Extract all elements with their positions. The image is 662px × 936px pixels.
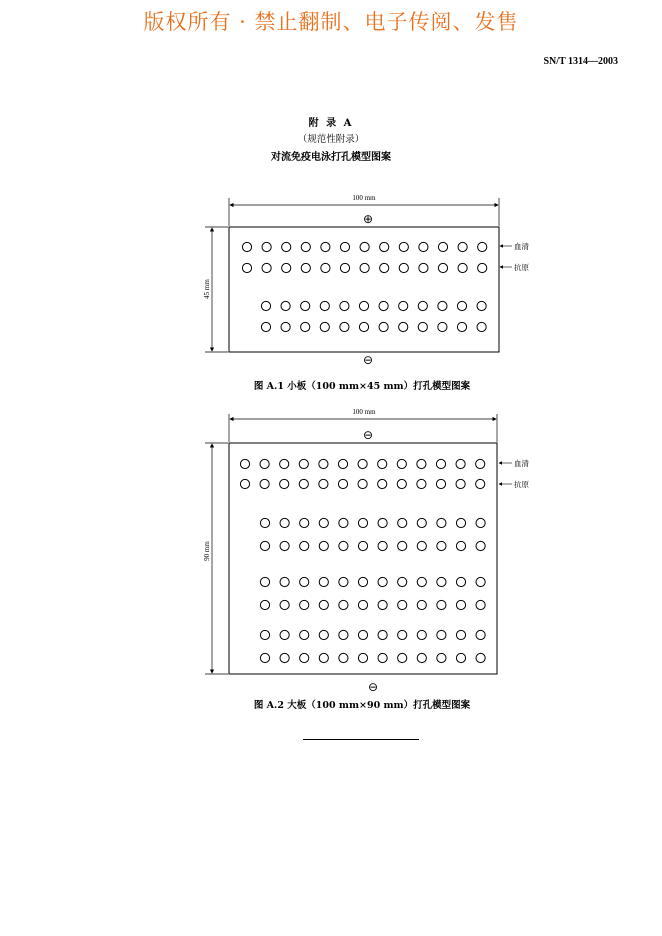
punch-hole — [476, 541, 485, 550]
serum-row-label: 血清 — [514, 242, 529, 251]
punch-hole — [240, 459, 249, 468]
punch-hole — [417, 541, 426, 550]
punch-hole — [456, 600, 465, 609]
document-number: SN/T 1314—2003 — [543, 56, 618, 67]
width-dimension-label: 100 mm — [352, 194, 376, 202]
punch-hole — [300, 518, 309, 527]
punch-hole — [260, 518, 269, 527]
punch-hole — [319, 630, 328, 639]
serum-row-label: 血清 — [514, 459, 529, 468]
punch-hole — [358, 459, 367, 468]
punch-hole — [319, 577, 328, 586]
punch-hole — [300, 630, 309, 639]
punch-hole — [358, 518, 367, 527]
punch-hole — [340, 242, 349, 251]
punch-hole — [339, 600, 348, 609]
height-dimension-label: 45 mm — [203, 279, 211, 299]
punch-hole — [301, 263, 310, 272]
figure-a1-caption: 图 A.1 小板（100 mm×45 mm）打孔模型图案 — [253, 381, 471, 392]
negative-electrode-icon: ⊖ — [362, 353, 374, 367]
punch-hole — [436, 479, 445, 488]
punch-hole — [358, 479, 367, 488]
punch-hole — [478, 263, 487, 272]
punch-hole — [477, 301, 486, 310]
punch-hole — [339, 541, 348, 550]
punch-hole — [338, 479, 347, 488]
punch-hole — [456, 577, 465, 586]
punch-hole — [319, 653, 328, 662]
punch-hole — [378, 518, 387, 527]
punch-hole — [320, 322, 329, 331]
punch-hole — [281, 322, 290, 331]
punch-hole — [261, 301, 270, 310]
punch-hole — [398, 541, 407, 550]
punch-hole — [476, 479, 485, 488]
punch-hole — [436, 459, 445, 468]
punch-hole — [478, 242, 487, 251]
punch-hole — [438, 301, 447, 310]
punch-hole — [476, 459, 485, 468]
punch-hole — [399, 242, 408, 251]
positive-electrode-icon: ⊖ — [362, 428, 374, 442]
punch-hole — [242, 242, 251, 251]
punch-hole — [280, 518, 289, 527]
punch-hole — [358, 577, 367, 586]
punch-hole — [378, 630, 387, 639]
copyright-watermark: 版权所有 · 禁止翻制、电子传阅、发售 — [143, 10, 519, 34]
punch-hole — [280, 600, 289, 609]
punch-hole — [260, 577, 269, 586]
height-dimension-label: 90 mm — [203, 541, 211, 561]
punch-hole — [339, 577, 348, 586]
punch-hole — [456, 630, 465, 639]
punch-hole — [476, 600, 485, 609]
punch-hole — [399, 263, 408, 272]
punch-hole — [299, 479, 308, 488]
punch-hole — [260, 459, 269, 468]
punch-hole — [458, 263, 467, 272]
punch-hole — [456, 479, 465, 488]
punch-hole — [260, 479, 269, 488]
punch-hole — [398, 653, 407, 662]
punch-hole — [299, 459, 308, 468]
appendix-subtitle: （规范性附录） — [297, 134, 365, 145]
punch-hole — [300, 577, 309, 586]
punch-hole — [437, 630, 446, 639]
punch-hole — [379, 322, 388, 331]
punch-hole — [419, 242, 428, 251]
punch-hole — [437, 577, 446, 586]
punch-hole — [379, 301, 388, 310]
punch-hole — [360, 242, 369, 251]
punch-hole — [340, 301, 349, 310]
punch-hole — [282, 263, 291, 272]
punch-hole — [360, 263, 369, 272]
punch-hole — [437, 518, 446, 527]
punch-hole — [301, 301, 310, 310]
punch-hole — [378, 479, 387, 488]
punch-hole — [398, 600, 407, 609]
punch-hole — [378, 459, 387, 468]
punch-hole — [399, 301, 408, 310]
punch-hole — [260, 600, 269, 609]
punch-hole — [398, 630, 407, 639]
punch-hole — [261, 322, 270, 331]
punch-hole — [456, 518, 465, 527]
end-of-document-rule — [303, 739, 419, 740]
punch-hole — [358, 541, 367, 550]
punch-hole — [300, 541, 309, 550]
punch-hole — [340, 322, 349, 331]
punch-hole — [378, 653, 387, 662]
punch-hole — [339, 653, 348, 662]
punch-hole — [457, 301, 466, 310]
width-dimension-label: 100 mm — [352, 408, 376, 416]
punch-hole — [338, 459, 347, 468]
punch-hole — [456, 541, 465, 550]
punch-hole — [398, 577, 407, 586]
punch-hole — [476, 653, 485, 662]
punch-hole — [457, 322, 466, 331]
punch-hole — [280, 479, 289, 488]
punch-hole — [319, 600, 328, 609]
antigen-row-label: 抗原 — [514, 263, 529, 272]
appendix-heading: 对流免疫电泳打孔模型图案 — [271, 152, 391, 163]
punch-hole — [398, 518, 407, 527]
punch-hole — [300, 653, 309, 662]
punch-hole — [262, 263, 271, 272]
punch-hole — [417, 653, 426, 662]
punch-hole — [438, 242, 447, 251]
punch-hole — [339, 630, 348, 639]
punch-hole — [321, 263, 330, 272]
punch-hole — [282, 242, 291, 251]
punch-hole — [242, 263, 251, 272]
punch-hole — [456, 653, 465, 662]
punch-hole — [417, 630, 426, 639]
punch-hole — [418, 322, 427, 331]
punch-hole — [417, 600, 426, 609]
punch-hole — [397, 459, 406, 468]
punch-hole — [417, 577, 426, 586]
negative-electrode-icon: ⊖ — [367, 680, 379, 694]
punch-hole — [301, 242, 310, 251]
punch-hole — [281, 301, 290, 310]
punch-hole — [320, 301, 329, 310]
punch-hole — [418, 301, 427, 310]
hole-pattern-a1 — [242, 242, 486, 331]
punch-hole — [437, 653, 446, 662]
punch-hole — [397, 479, 406, 488]
punch-hole — [458, 242, 467, 251]
antigen-row-label: 抗原 — [514, 480, 529, 489]
punch-hole — [358, 600, 367, 609]
punch-hole — [438, 263, 447, 272]
punch-hole — [476, 518, 485, 527]
punch-hole — [340, 263, 349, 272]
punch-hole — [437, 541, 446, 550]
punch-hole — [358, 653, 367, 662]
punch-hole — [359, 301, 368, 310]
punch-hole — [280, 541, 289, 550]
punch-hole — [417, 479, 426, 488]
punch-hole — [321, 242, 330, 251]
punch-hole — [280, 630, 289, 639]
punch-hole — [419, 263, 428, 272]
punch-hole — [380, 263, 389, 272]
punch-hole — [319, 541, 328, 550]
figure-a1 — [203, 194, 529, 392]
punch-hole — [301, 322, 310, 331]
punch-hole — [280, 653, 289, 662]
figure-a2 — [203, 408, 529, 711]
punch-hole — [438, 322, 447, 331]
punch-hole — [399, 322, 408, 331]
hole-pattern-a2 — [240, 459, 485, 662]
punch-hole — [240, 479, 249, 488]
punch-hole — [380, 242, 389, 251]
punch-hole — [300, 600, 309, 609]
punch-hole — [260, 541, 269, 550]
punch-hole — [262, 242, 271, 251]
punch-hole — [358, 630, 367, 639]
punch-hole — [339, 518, 348, 527]
punch-hole — [319, 479, 328, 488]
punch-hole — [378, 600, 387, 609]
figure-a2-caption: 图 A.2 大板（100 mm×90 mm）打孔模型图案 — [253, 700, 471, 711]
punch-hole — [456, 459, 465, 468]
punch-hole — [378, 541, 387, 550]
punch-hole — [260, 653, 269, 662]
punch-hole — [437, 600, 446, 609]
punch-hole — [319, 518, 328, 527]
punch-hole — [476, 630, 485, 639]
punch-hole — [319, 459, 328, 468]
punch-hole — [280, 577, 289, 586]
punch-hole — [359, 322, 368, 331]
punch-hole — [417, 459, 426, 468]
punch-hole — [417, 518, 426, 527]
punch-hole — [476, 577, 485, 586]
punch-hole — [378, 577, 387, 586]
punch-hole — [477, 322, 486, 331]
appendix-title: 附 录 A — [308, 118, 354, 129]
punch-hole — [260, 630, 269, 639]
punch-hole — [280, 459, 289, 468]
positive-electrode-icon: ⊕ — [362, 212, 374, 226]
